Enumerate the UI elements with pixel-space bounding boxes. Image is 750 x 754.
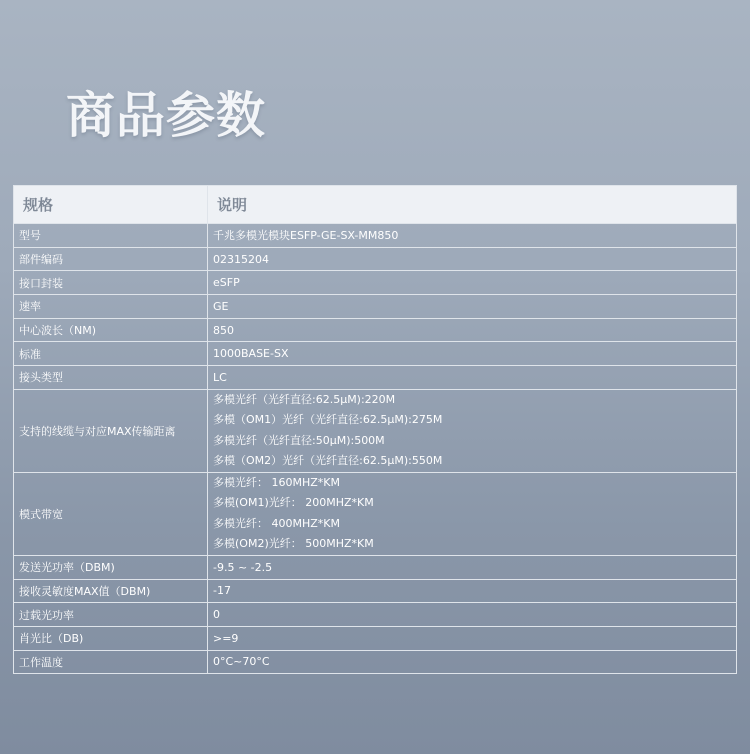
table-row [14, 650, 737, 674]
row-label: 部件编码 [14, 247, 208, 271]
row-value: GE [208, 295, 737, 319]
row-value: 02315204 [208, 247, 737, 271]
row-value: LC [208, 366, 737, 390]
row-value: -17 [208, 579, 737, 603]
row-label: 过载光功率 [14, 603, 208, 627]
row-label: 型号 [14, 224, 208, 248]
row-label: 中心波长（NM) [14, 318, 208, 342]
table-row [14, 318, 737, 342]
row-label: 工作温度 [14, 650, 208, 674]
row-value-multiline [208, 472, 737, 555]
table-row [14, 247, 737, 271]
row-value-multiline [208, 389, 737, 472]
page-title: 商品参数 [66, 87, 267, 144]
row-label: 接口封装 [14, 271, 208, 295]
table-row [14, 342, 737, 366]
distance-line: 多模光纤（光纤直径:62.5μM):220M [213, 392, 396, 406]
bandwidth-line: 多模(OM1)光纤： 200MHZ*KM [213, 496, 374, 510]
row-value: 1000BASE-SX [208, 342, 737, 366]
table-row-distance [14, 389, 737, 472]
table-row [14, 271, 737, 295]
row-label: 速率 [14, 295, 208, 319]
row-label: 模式带宽 [14, 472, 208, 555]
row-value: -9.5 ~ -2.5 [208, 555, 737, 579]
table-row [14, 295, 737, 319]
distance-line: 多模（OM1）光纤（光纤直径:62.5μM):275M [213, 413, 443, 427]
table-row [14, 224, 737, 248]
row-value: 850 [208, 318, 737, 342]
table-header [14, 186, 737, 224]
row-label: 接收灵敏度MAX值（DBM) [14, 579, 208, 603]
bandwidth-line: 多模光纤： 160MHZ*KM [213, 475, 340, 489]
row-label: 支持的线缆与对应MAX传输距离 [14, 389, 208, 472]
bandwidth-line: 多模(OM2)光纤： 500MHZ*KM [213, 537, 374, 551]
header-description: 说明 [208, 186, 737, 224]
table-row [14, 626, 737, 650]
distance-line: 多模（OM2）光纤（光纤直径:62.5μM):550M [213, 454, 443, 468]
row-label: 接头类型 [14, 366, 208, 390]
row-label: 标准 [14, 342, 208, 366]
row-value: 千兆多模光模块ESFP-GE-SX-MM850 [208, 224, 737, 248]
table-row [14, 579, 737, 603]
row-value: >=9 [208, 626, 737, 650]
row-value: 0 [208, 603, 737, 627]
row-value: 0°C~70°C [208, 650, 737, 674]
bandwidth-line: 多模光纤： 400MHZ*KM [213, 516, 340, 530]
table-row-bandwidth [14, 472, 737, 555]
header-spec: 规格 [14, 186, 208, 224]
row-label: 肖光比（DB) [14, 626, 208, 650]
spec-table [13, 185, 737, 674]
distance-line: 多模光纤（光纤直径:50μM):500M [213, 433, 385, 447]
table-row [14, 555, 737, 579]
table-row [14, 603, 737, 627]
table-row [14, 366, 737, 390]
row-value: eSFP [208, 271, 737, 295]
row-label: 发送光功率（DBM) [14, 555, 208, 579]
